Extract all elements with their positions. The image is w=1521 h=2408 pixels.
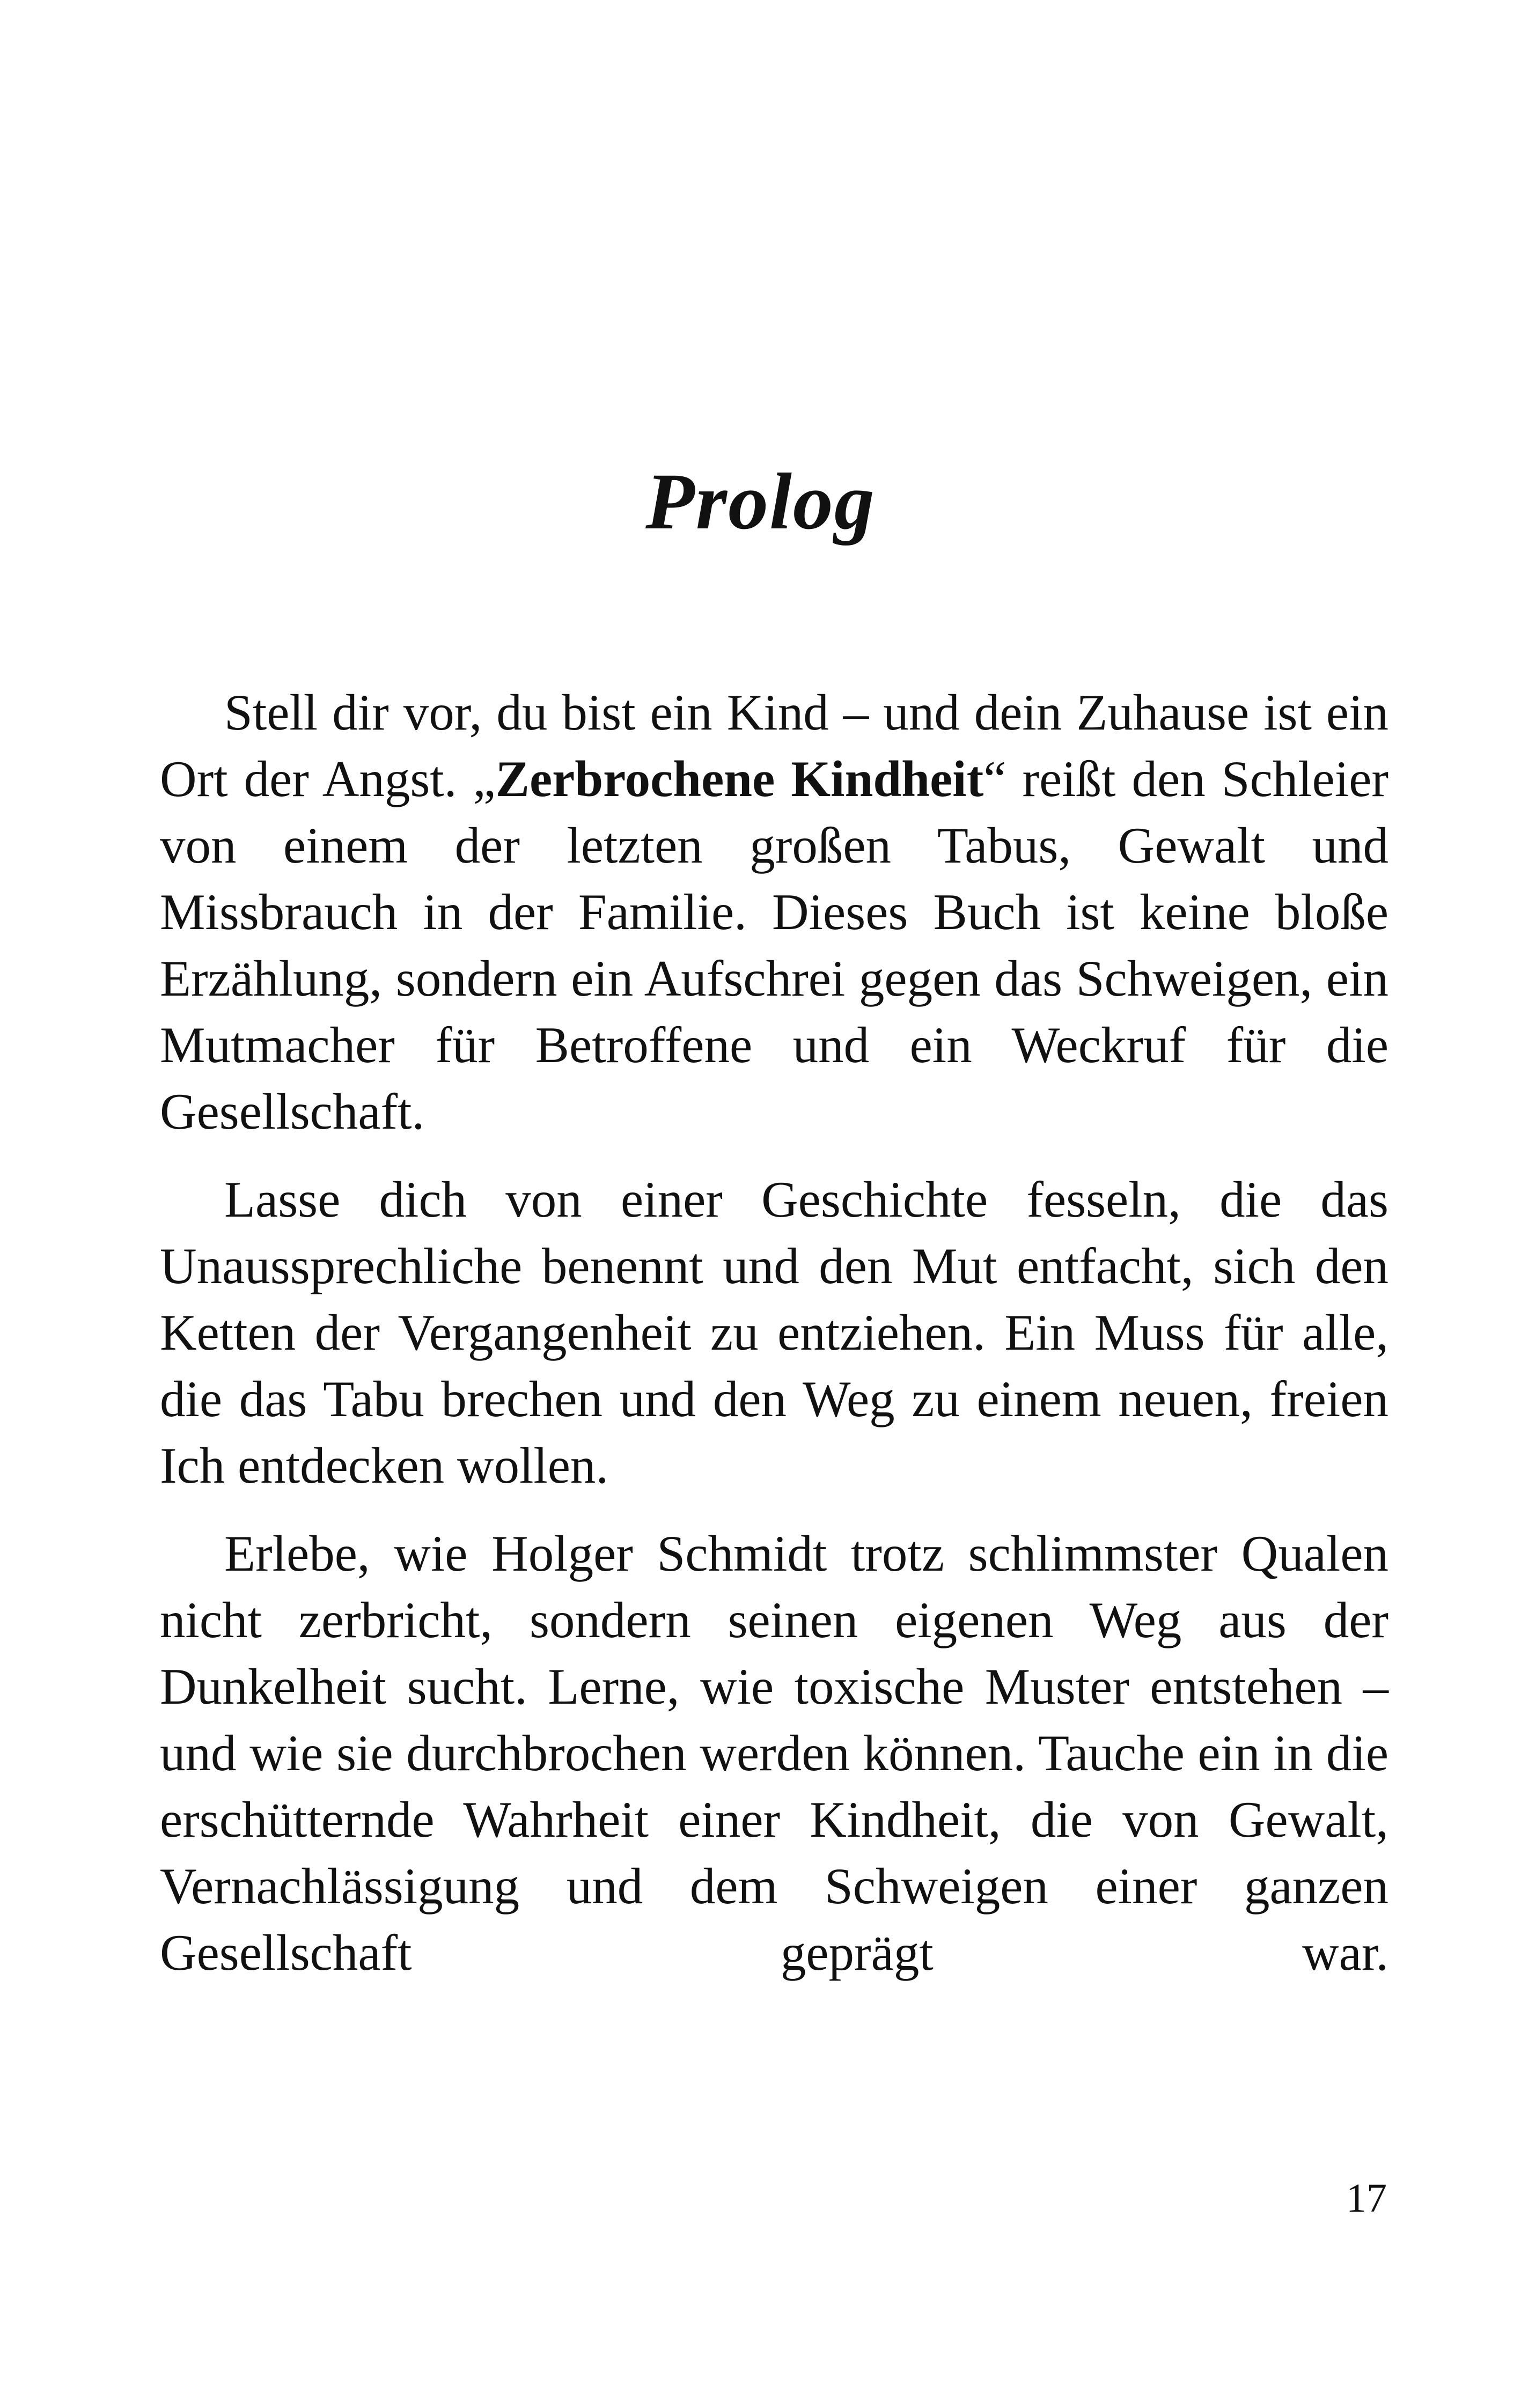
chapter-title: Prolog — [645, 457, 876, 546]
prolog-text — [160, 679, 1388, 2007]
book-title-emphasis: Zerbrochene Kindheit — [495, 750, 984, 807]
paragraph-3: Erlebe, wie Holger Schmidt trotz schlimmster Qualen nicht zerbricht, sondern seinen eigenen Weg aus der Dunkelheit sucht. Lerne, wie toxische Muster entstehen – und wie sie durchbrochen werden können. Tauche ein in die erschütternde Wahrheit einer Kindheit, die von Gewalt, Vernachlässigung und dem Schweigen einer ganzen Gesellschaft geprägt war. — [160, 1525, 1388, 1981]
page-number: 17 — [1346, 2176, 1387, 2221]
paragraph-1-intro: Stell dir vor, du bist ein Kind – und dein Zuhause ist ein Ort der Angst. „ — [160, 684, 1388, 807]
paragraph-1 — [160, 679, 1388, 1145]
paragraph-2: Lasse dich von einer Geschichte fesseln, die das Unaussprechliche benennt und den Mut entfacht, sich den Ketten der Vergangenheit zu entziehen. Ein Muss für alle, die das Tabu brechen und den Weg zu einem neuen, freien Ich entdecken wollen. — [160, 1171, 1388, 1494]
paragraph-1-rest: “ reißt den Schleier von einem der letzten großen Tabus, Gewalt und Missbrauch in der Familie. Dieses Buch ist keine bloße Erzählung, sondern ein Aufschrei gegen das Schweigen, ein Mutmacher für Betroffene und ein Weckruf für die Gesellschaft. — [160, 750, 1388, 1140]
